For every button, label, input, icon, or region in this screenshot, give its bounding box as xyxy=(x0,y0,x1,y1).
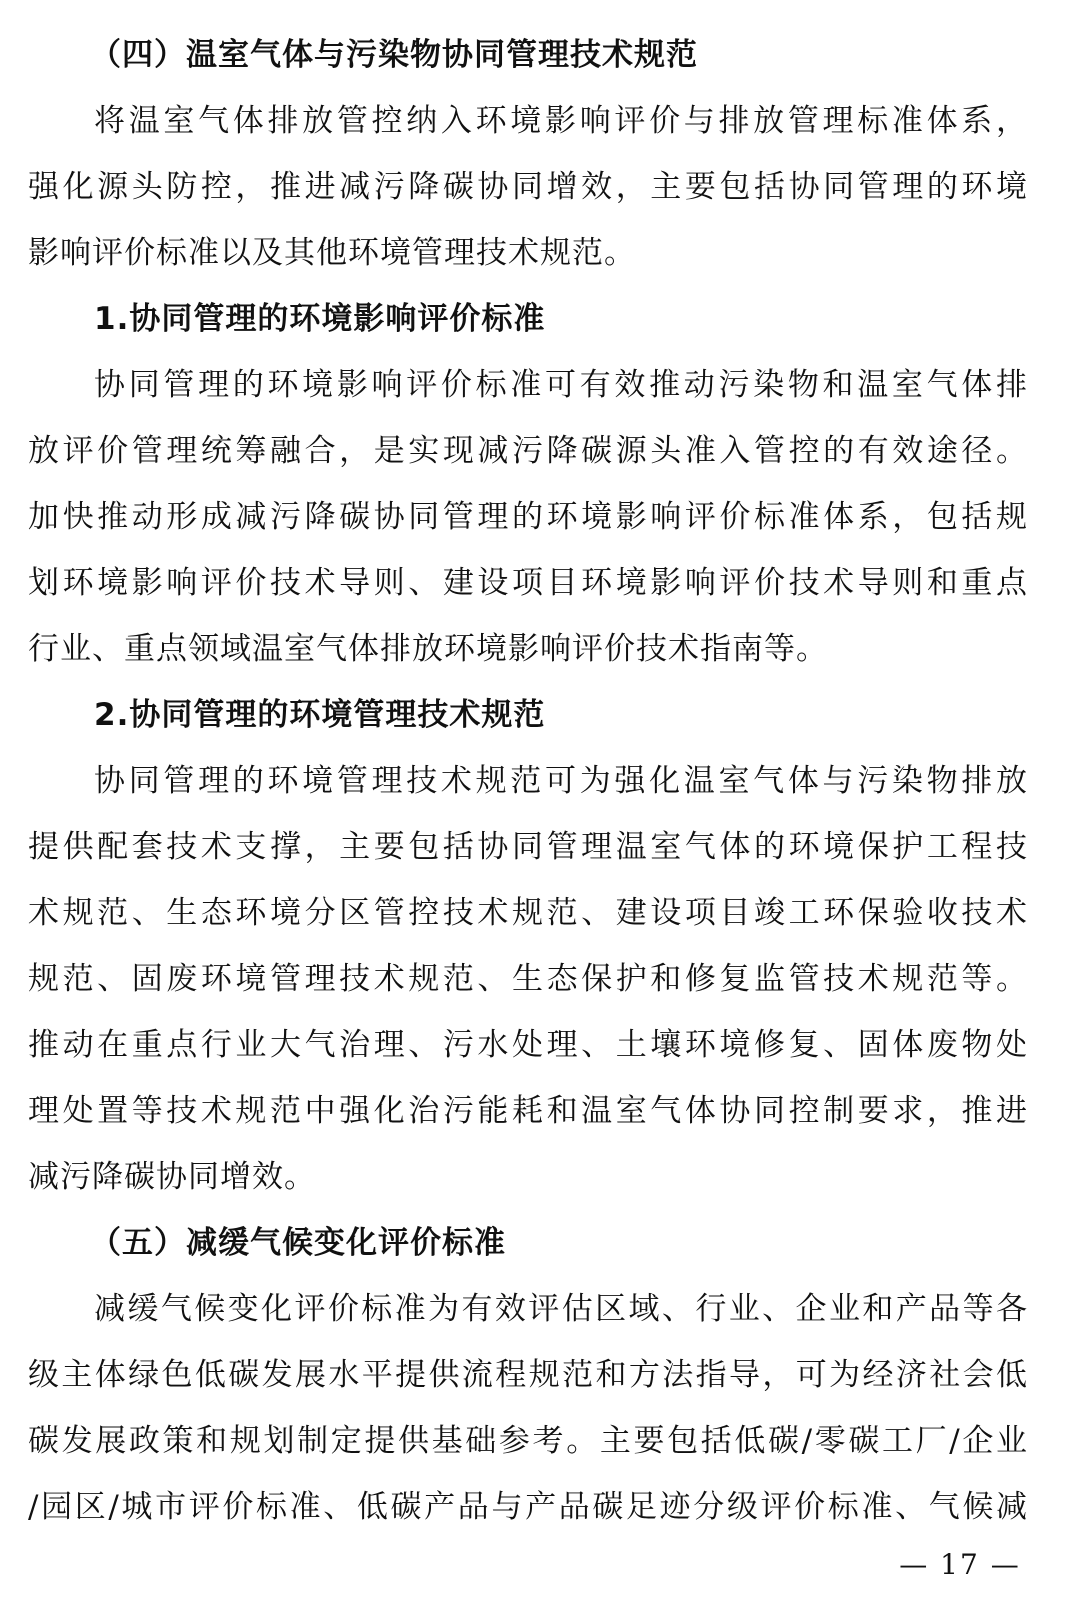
paragraph-line: 强化源头防控，推进减污降碳协同增效，主要包括协同管理的环境 xyxy=(28,169,1028,205)
page-number: — 17 — xyxy=(899,1548,1021,1581)
paragraph-line: 划环境影响评价技术导则、建设项目环境影响评价技术导则和重点 xyxy=(28,565,1028,601)
section-heading-5: （五）减缓气候变化评价标准 xyxy=(90,1225,506,1261)
paragraph-line: 碳发展政策和规划制定提供基础参考。主要包括低碳/零碳工厂/企业 xyxy=(28,1423,1028,1459)
paragraph-line: 将温室气体排放管控纳入环境影响评价与排放管理标准体系， xyxy=(94,103,1028,139)
paragraph-line: 行业、重点领域温室气体排放环境影响评价技术指南等。 xyxy=(28,631,828,667)
subsection-heading-2: 2.协同管理的环境管理技术规范 xyxy=(94,697,546,733)
paragraph-line: 协同管理的环境管理技术规范可为强化温室气体与污染物排放 xyxy=(94,763,1028,799)
paragraph-line: 影响评价标准以及其他环境管理技术规范。 xyxy=(28,235,636,271)
paragraph-line: 协同管理的环境影响评价标准可有效推动污染物和温室气体排 xyxy=(94,367,1028,403)
paragraph-line: 级主体绿色低碳发展水平提供流程规范和方法指导，可为经济社会低 xyxy=(28,1357,1028,1393)
paragraph-line: 提供配套技术支撑，主要包括协同管理温室气体的环境保护工程技 xyxy=(28,829,1028,865)
paragraph-line: /园区/城市评价标准、低碳产品与产品碳足迹分级评价标准、气候减 xyxy=(28,1489,1028,1525)
subsection-heading-1: 1.协同管理的环境影响评价标准 xyxy=(94,301,546,337)
document-body xyxy=(28,22,1028,1540)
section-heading-4: （四）温室气体与污染物协同管理技术规范 xyxy=(90,37,698,73)
paragraph-line: 推动在重点行业大气治理、污水处理、土壤环境修复、固体废物处 xyxy=(28,1027,1028,1063)
paragraph-line: 术规范、生态环境分区管控技术规范、建设项目竣工环保验收技术 xyxy=(28,895,1028,931)
paragraph-line: 减缓气候变化评价标准为有效评估区域、行业、企业和产品等各 xyxy=(94,1291,1028,1327)
paragraph-line: 放评价管理统筹融合，是实现减污降碳源头准入管控的有效途径。 xyxy=(28,433,1028,469)
paragraph-line: 加快推动形成减污降碳协同管理的环境影响评价标准体系，包括规 xyxy=(28,499,1028,535)
paragraph-line: 理处置等技术规范中强化治污能耗和温室气体协同控制要求，推进 xyxy=(28,1093,1028,1129)
paragraph-line: 规范、固废环境管理技术规范、生态保护和修复监管技术规范等。 xyxy=(28,961,1028,997)
paragraph-line: 减污降碳协同增效。 xyxy=(28,1159,316,1195)
